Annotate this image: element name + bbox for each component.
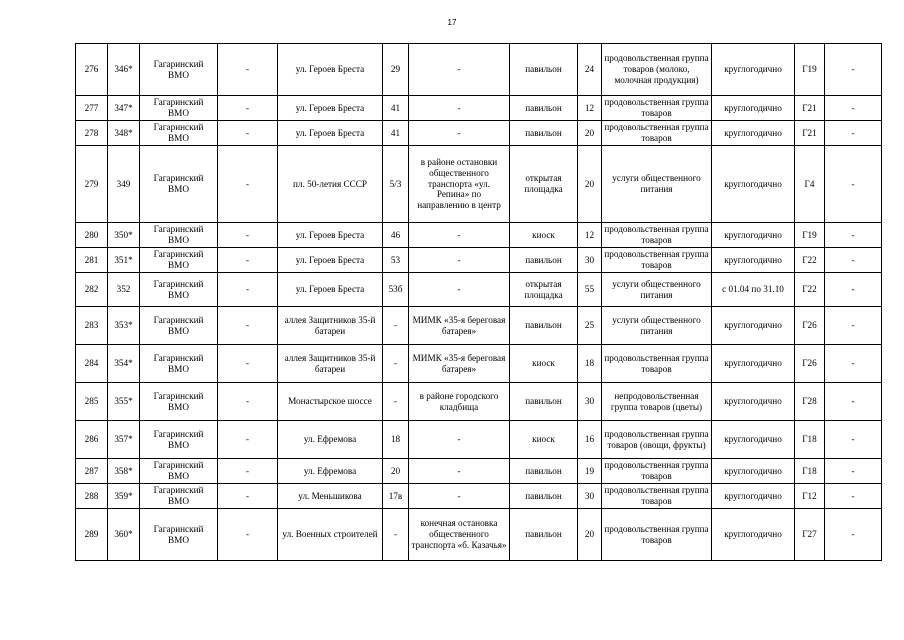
cell-house-number: 41 [383,121,409,146]
cell-street: ул. Ефремова [278,459,383,484]
cell-specialization: продовольственная группа товаров (овощи, фрукты) [602,421,712,459]
table-row [76,421,882,459]
cell-landmark: в районе городского кладбища [409,383,510,421]
cell-code: Г26 [795,345,825,383]
cell-code: Г22 [795,273,825,307]
cell-note: - [825,223,882,248]
cell-row-number: 286 [76,421,108,459]
cell-operating-period: круглогодично [712,509,795,561]
cell-row-number: 282 [76,273,108,307]
table-row [76,459,882,484]
table-row [76,484,882,509]
cell-code: Г21 [795,121,825,146]
table-row [76,96,882,121]
cell-operating-period: круглогодично [712,44,795,96]
cell-note: - [825,121,882,146]
cell-object-id: 360* [108,509,140,561]
cell-row-number: 284 [76,345,108,383]
cell-column-4: - [218,383,278,421]
cell-object-type: киоск [510,421,578,459]
table-row [76,509,882,561]
cell-specialization: продовольственная группа товаров [602,509,712,561]
cell-note: - [825,345,882,383]
cell-house-number: 41 [383,96,409,121]
cell-landmark: - [409,44,510,96]
cell-row-number: 289 [76,509,108,561]
cell-district: Гагаринский ВМО [140,345,218,383]
cell-house-number: - [383,509,409,561]
cell-object-type: открытая площадка [510,273,578,307]
page-number: 17 [447,18,457,27]
cell-column-4: - [218,307,278,345]
cell-column-4: - [218,273,278,307]
cell-object-type: киоск [510,223,578,248]
cell-object-type: павильон [510,307,578,345]
cell-object-type: открытая площадка [510,146,578,223]
cell-house-number: - [383,345,409,383]
cell-operating-period: круглогодично [712,459,795,484]
cell-district: Гагаринский ВМО [140,121,218,146]
cell-house-number: 5/3 [383,146,409,223]
cell-house-number: 17в [383,484,409,509]
table-row [76,248,882,273]
cell-area: 16 [578,421,602,459]
cell-landmark: - [409,484,510,509]
cell-area: 12 [578,96,602,121]
cell-object-id: 353* [108,307,140,345]
cell-object-id: 354* [108,345,140,383]
cell-street: ул. Героев Бреста [278,44,383,96]
cell-note: - [825,44,882,96]
cell-street: аллея Защитников 35-й батареи [278,307,383,345]
cell-district: Гагаринский ВМО [140,96,218,121]
cell-note: - [825,383,882,421]
cell-district: Гагаринский ВМО [140,44,218,96]
cell-specialization: продовольственная группа товаров [602,484,712,509]
cell-operating-period: круглогодично [712,121,795,146]
cell-street: ул. Военных строителей [278,509,383,561]
cell-house-number: 46 [383,223,409,248]
cell-specialization: продовольственная группа товаров [602,345,712,383]
cell-object-id: 358* [108,459,140,484]
cell-object-id: 355* [108,383,140,421]
cell-code: Г28 [795,383,825,421]
cell-row-number: 283 [76,307,108,345]
cell-operating-period: круглогодично [712,223,795,248]
cell-object-type: павильон [510,459,578,484]
cell-operating-period: круглогодично [712,248,795,273]
cell-house-number: 20 [383,459,409,484]
cell-row-number: 287 [76,459,108,484]
cell-house-number: 18 [383,421,409,459]
cell-note: - [825,146,882,223]
cell-object-type: киоск [510,345,578,383]
cell-area: 18 [578,345,602,383]
cell-street: ул. Меньшикова [278,484,383,509]
table-row [76,345,882,383]
cell-area: 30 [578,484,602,509]
cell-district: Гагаринский ВМО [140,248,218,273]
cell-object-id: 348* [108,121,140,146]
cell-code: Г21 [795,96,825,121]
cell-object-id: 346* [108,44,140,96]
cell-landmark: в районе остановки общественного транспорта «ул. Репина» по направлению в центр [409,146,510,223]
cell-specialization: продовольственная группа товаров [602,223,712,248]
cell-area: 19 [578,459,602,484]
cell-district: Гагаринский ВМО [140,484,218,509]
cell-area: 20 [578,146,602,223]
cell-object-id: 352 [108,273,140,307]
cell-street: пл. 50-летия СССР [278,146,383,223]
cell-district: Гагаринский ВМО [140,421,218,459]
cell-street: ул. Героев Бреста [278,248,383,273]
cell-specialization: продовольственная группа товаров [602,121,712,146]
cell-code: Г4 [795,146,825,223]
cell-object-id: 347* [108,96,140,121]
cell-code: Г12 [795,484,825,509]
cell-street: ул. Героев Бреста [278,223,383,248]
cell-note: - [825,96,882,121]
trade-objects-table [75,43,882,561]
cell-row-number: 277 [76,96,108,121]
cell-object-id: 357* [108,421,140,459]
cell-object-type: павильон [510,509,578,561]
cell-house-number: - [383,307,409,345]
cell-district: Гагаринский ВМО [140,459,218,484]
cell-specialization: непродовольственная группа товаров (цветы) [602,383,712,421]
cell-object-type: павильон [510,248,578,273]
cell-landmark: - [409,459,510,484]
cell-column-4: - [218,96,278,121]
cell-object-type: павильон [510,484,578,509]
cell-note: - [825,459,882,484]
cell-area: 20 [578,121,602,146]
cell-object-type: павильон [510,96,578,121]
cell-note: - [825,273,882,307]
cell-landmark: МИМК «35-я береговая батарея» [409,307,510,345]
cell-house-number: 53 [383,248,409,273]
table-row [76,273,882,307]
cell-operating-period: круглогодично [712,307,795,345]
cell-operating-period: круглогодично [712,484,795,509]
cell-district: Гагаринский ВМО [140,273,218,307]
cell-column-4: - [218,345,278,383]
cell-area: 25 [578,307,602,345]
cell-column-4: - [218,459,278,484]
cell-street: ул. Героев Бреста [278,121,383,146]
cell-specialization: продовольственная группа товаров [602,96,712,121]
cell-operating-period: круглогодично [712,96,795,121]
cell-object-id: 359* [108,484,140,509]
cell-column-4: - [218,223,278,248]
cell-row-number: 279 [76,146,108,223]
cell-district: Гагаринский ВМО [140,307,218,345]
cell-note: - [825,248,882,273]
cell-note: - [825,421,882,459]
cell-row-number: 281 [76,248,108,273]
cell-landmark: - [409,421,510,459]
cell-landmark: - [409,273,510,307]
cell-code: Г19 [795,44,825,96]
cell-street: ул. Героев Бреста [278,273,383,307]
cell-object-type: павильон [510,121,578,146]
cell-street: ул. Героев Бреста [278,96,383,121]
cell-object-type: павильон [510,44,578,96]
cell-operating-period: круглогодично [712,345,795,383]
cell-column-4: - [218,248,278,273]
cell-row-number: 288 [76,484,108,509]
cell-specialization: услуги общественного питания [602,307,712,345]
cell-specialization: продовольственная группа товаров [602,459,712,484]
cell-object-id: 351* [108,248,140,273]
cell-area: 12 [578,223,602,248]
cell-specialization: услуги общественного питания [602,273,712,307]
cell-street: аллея Защитников 35-й батареи [278,345,383,383]
table-row [76,383,882,421]
cell-landmark: - [409,223,510,248]
cell-object-type: павильон [510,383,578,421]
cell-operating-period: круглогодично [712,421,795,459]
cell-specialization: услуги общественного питания [602,146,712,223]
cell-row-number: 285 [76,383,108,421]
cell-column-4: - [218,509,278,561]
cell-house-number: 29 [383,44,409,96]
cell-district: Гагаринский ВМО [140,509,218,561]
cell-area: 30 [578,248,602,273]
cell-code: Г22 [795,248,825,273]
cell-code: Г27 [795,509,825,561]
cell-object-id: 350* [108,223,140,248]
cell-column-4: - [218,421,278,459]
cell-area: 24 [578,44,602,96]
table-row [76,44,882,96]
cell-operating-period: круглогодично [712,146,795,223]
cell-landmark: конечная остановка общественного транспорта «б. Казачья» [409,509,510,561]
cell-note: - [825,307,882,345]
cell-landmark: - [409,121,510,146]
cell-house-number: - [383,383,409,421]
cell-specialization: продовольственная группа товаров (молоко, молочная продукция) [602,44,712,96]
cell-column-4: - [218,44,278,96]
cell-street: ул. Ефремова [278,421,383,459]
cell-area: 20 [578,509,602,561]
cell-house-number: 53б [383,273,409,307]
cell-area: 30 [578,383,602,421]
cell-row-number: 280 [76,223,108,248]
cell-column-4: - [218,121,278,146]
cell-code: Г18 [795,421,825,459]
cell-row-number: 278 [76,121,108,146]
cell-note: - [825,484,882,509]
cell-landmark: - [409,96,510,121]
cell-operating-period: круглогодично [712,383,795,421]
cell-row-number: 276 [76,44,108,96]
cell-street: Монастырское шоссе [278,383,383,421]
table-row [76,146,882,223]
cell-landmark: - [409,248,510,273]
cell-code: Г18 [795,459,825,484]
table-row [76,121,882,146]
cell-column-4: - [218,484,278,509]
cell-code: Г26 [795,307,825,345]
cell-district: Гагаринский ВМО [140,146,218,223]
cell-object-id: 349 [108,146,140,223]
cell-landmark: МИМК «35-я береговая батарея» [409,345,510,383]
cell-district: Гагаринский ВМО [140,383,218,421]
cell-specialization: продовольственная группа товаров [602,248,712,273]
cell-column-4: - [218,146,278,223]
cell-district: Гагаринский ВМО [140,223,218,248]
cell-code: Г19 [795,223,825,248]
table-row [76,307,882,345]
cell-note: - [825,509,882,561]
table-row [76,223,882,248]
cell-operating-period: с 01.04 по 31.10 [712,273,795,307]
cell-area: 55 [578,273,602,307]
